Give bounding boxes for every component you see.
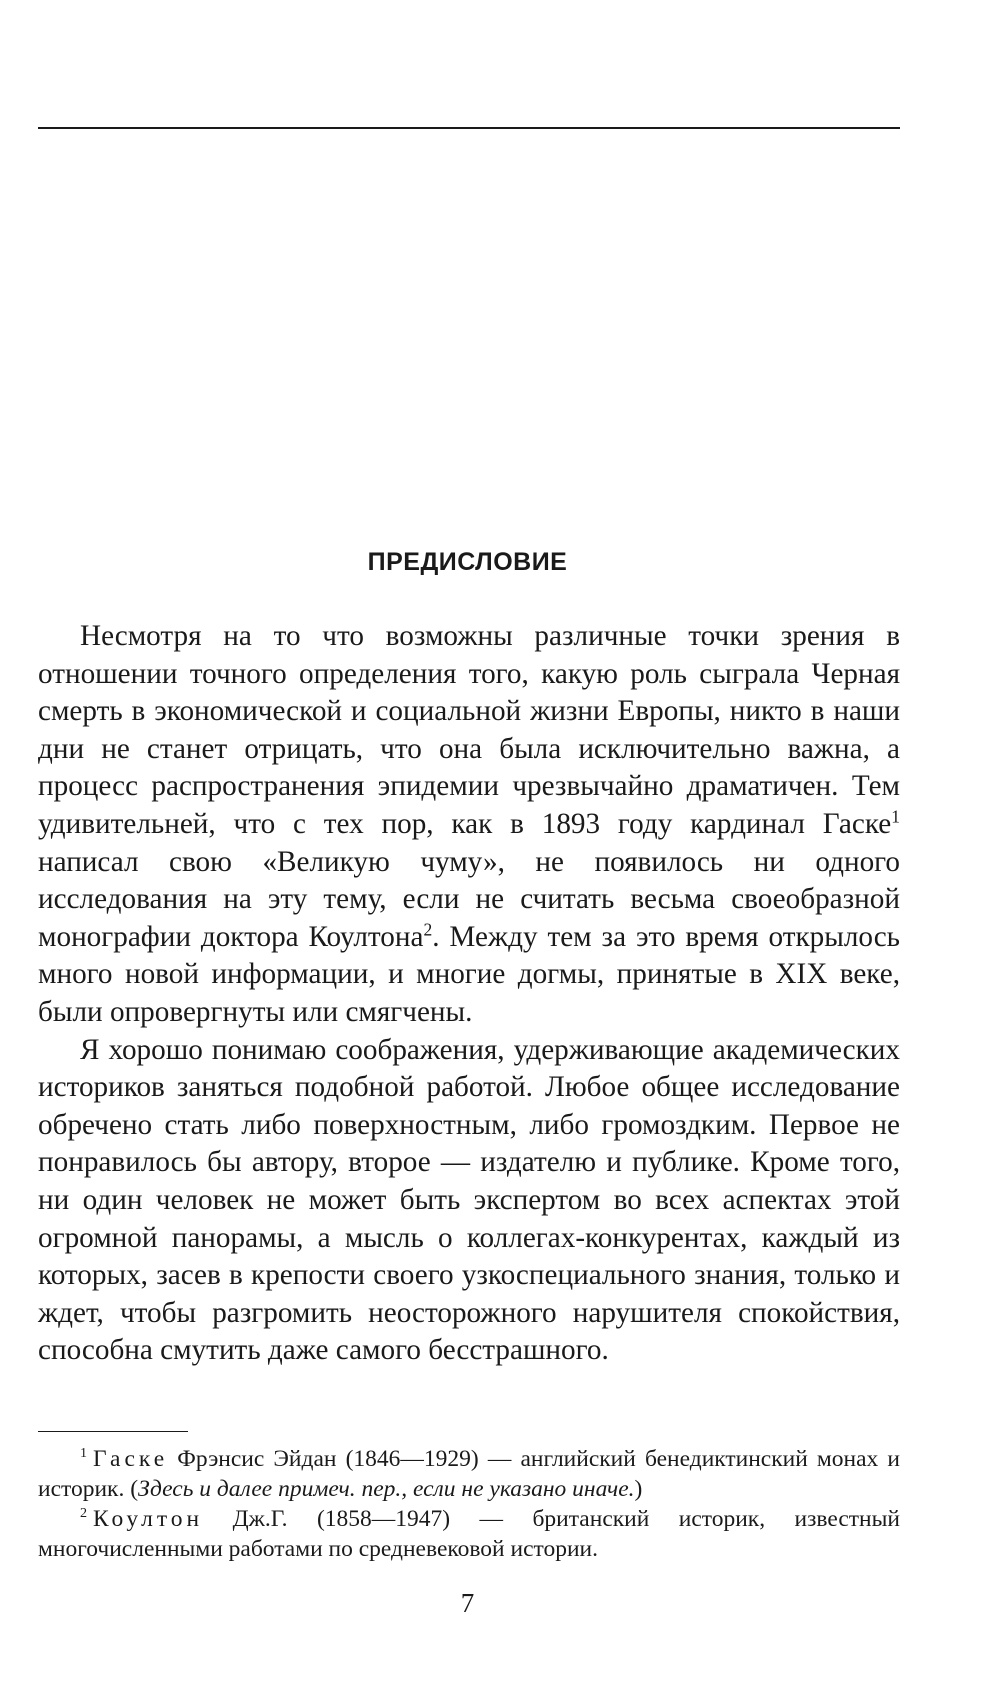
paragraph-1 — [38, 618, 900, 1032]
paragraph-1-part-3: . Между тем за это время открылось много новой информации, и многие догмы, принятые в XIX веке, были опровергнуты или смягчены. — [38, 920, 900, 1028]
footnote-1-tail: ) — [634, 1476, 643, 1502]
paragraph-1-part-1: Несмотря на то что возможны различные точки зрения в отношении точного определения того, какую роль сыграла Черная смерть в экономической и социальной жизни Европы, никто в наши дни не станет отрицать, что она была исключительно важна, а процесс распространения эпидемии чрезвычайно драматичен. Тем удивительней, что с тех пор, как в 1893 году кардинал Гаске — [38, 620, 900, 840]
footnote-rule — [38, 1431, 188, 1432]
footnote-ref-2[interactable]: 2 — [423, 919, 433, 940]
footnote-ref-1[interactable]: 1 — [891, 806, 900, 827]
footnote-1-italic: Здесь и далее примеч. пер., если не указано иначе. — [138, 1476, 635, 1502]
footnote-2-text: Дж.Г. (1858—1947) — британский историк, известный многочисленными работами по средневековой истории. — [38, 1506, 900, 1562]
footnotes — [38, 1444, 900, 1564]
main-text — [38, 618, 900, 1370]
footnote-1-marker: 1 — [80, 1445, 88, 1462]
chapter-heading: ПРЕДИСЛОВИЕ — [367, 548, 568, 576]
page-number: 7 — [460, 1588, 475, 1618]
paragraph-2: Я хорошо понимаю соображения, удерживающие академических историков заняться подобной работой. Любое общее исследование обречено стать либо поверхностным, либо громоздким. Первое не понравилось бы автору, второе — издателю и публике. Кроме того, ни один человек не может быть экспертом во всех аспектах этой огромной панорамы, а мысль о коллегах-конкурентах, каждый из которых, засев в крепости своего узкоспециального знания, только и ждет, чтобы разгромить неосторожного нарушителя спокойствия, способна смутить даже самого бесстрашного. — [38, 1033, 900, 1367]
footnote-1-text: Фрэнсис Эйдан (1846—1929) — английский бенедиктинский монах и историк. ( — [38, 1446, 900, 1502]
footnote-2-name: Коултон — [93, 1506, 204, 1532]
footnote-1-name: Гаске — [93, 1446, 169, 1472]
footnote-2-marker: 2 — [80, 1505, 88, 1522]
header-rule — [38, 127, 900, 129]
footnote-1 — [38, 1444, 900, 1504]
footnote-2 — [38, 1504, 900, 1564]
paragraph-1-part-2: написал свою «Великую чуму», не появилось ни одного исследования на эту тему, если не считать весьма своеобразной монографии доктора Коултона — [38, 845, 900, 953]
